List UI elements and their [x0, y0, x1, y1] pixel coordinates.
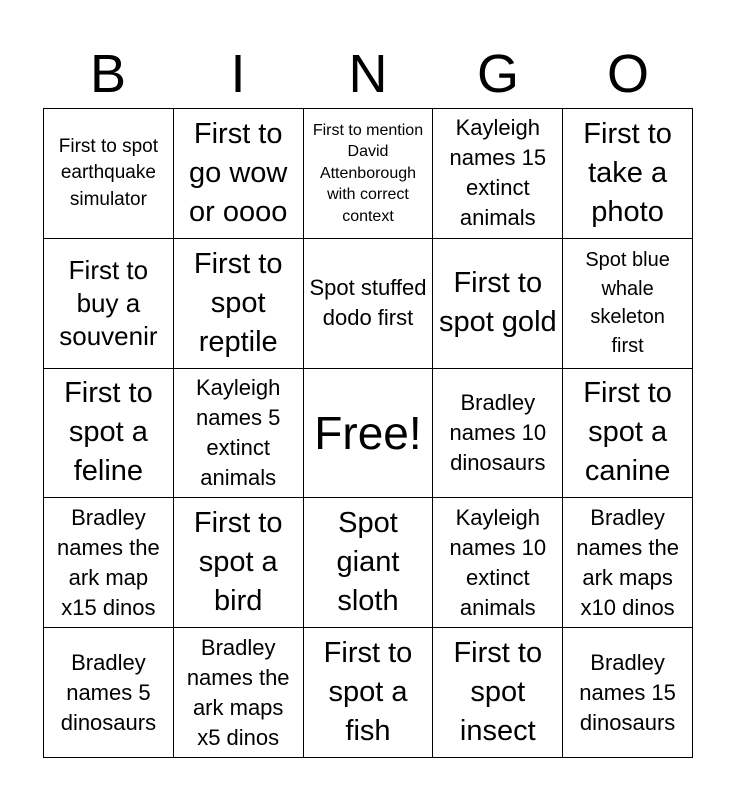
bingo-cell[interactable] [44, 628, 174, 758]
cell-text: First to take a photo [583, 117, 672, 228]
header-letter-g: G [476, 44, 519, 104]
cell-text: Bradley names 15 dinosaurs [579, 649, 676, 735]
cell-text: First to mention David Attenborough with correct context [312, 121, 424, 225]
bingo-cell[interactable] [563, 498, 693, 628]
cell-text: Bradley names the ark maps x5 dinos [186, 634, 290, 750]
cell-text: Bradley names the ark map x15 dinos [57, 504, 160, 620]
bingo-cell[interactable] [44, 369, 174, 499]
bingo-cell[interactable] [433, 109, 563, 239]
bingo-cell[interactable] [563, 239, 693, 369]
bingo-cell[interactable] [44, 498, 174, 628]
bingo-header [43, 40, 693, 108]
cell-text: First to spot a fish [323, 637, 413, 748]
bingo-cell[interactable] [174, 498, 304, 628]
header-letter-b: B [89, 44, 127, 104]
cell-text: Kayleigh names 10 extinct animals [449, 504, 547, 620]
bingo-cell[interactable] [44, 239, 174, 369]
bingo-cell[interactable] [174, 239, 304, 369]
bingo-cell[interactable] [174, 109, 304, 239]
bingo-cell[interactable] [304, 109, 434, 239]
bingo-cell[interactable] [44, 109, 174, 239]
cell-text: First to spot earthquake simulator [58, 135, 159, 210]
bingo-cell[interactable] [174, 628, 304, 758]
bingo-cell[interactable] [304, 239, 434, 369]
cell-text: First to spot reptile [193, 247, 283, 358]
cell-text: First to spot a canine [583, 377, 672, 488]
bingo-cell[interactable] [304, 498, 434, 628]
bingo-cell[interactable] [563, 109, 693, 239]
cell-text: Bradley names 10 dinosaurs [449, 389, 547, 475]
bingo-cell[interactable] [433, 239, 563, 369]
cell-text: Bradley names the ark maps x10 dinos [576, 504, 679, 620]
header-letter-o: O [606, 44, 649, 104]
cell-text: First to buy a souvenir [59, 254, 158, 351]
cell-text: Spot giant sloth [336, 507, 400, 618]
bingo-cell[interactable] [433, 369, 563, 499]
cell-text: Kayleigh names 5 extinct animals [195, 374, 281, 490]
cell-text: First to go wow or oooo [189, 117, 288, 228]
header-letter-i: I [230, 44, 246, 104]
bingo-cell[interactable] [304, 369, 434, 499]
cell-text: First to spot gold [438, 267, 557, 339]
bingo-cell[interactable] [563, 369, 693, 499]
cell-text: Kayleigh names 15 extinct animals [449, 115, 547, 231]
cell-text: First to spot a bird [193, 507, 283, 618]
cell-text: First to spot insect [453, 637, 543, 748]
bingo-grid [43, 108, 693, 758]
cell-text: Spot stuffed dodo first [309, 275, 427, 331]
header-letter-n: N [348, 44, 388, 104]
cell-text: Bradley names 5 dinosaurs [60, 649, 157, 735]
bingo-cell[interactable] [563, 628, 693, 758]
bingo-cell[interactable] [174, 369, 304, 499]
bingo-cell[interactable] [433, 498, 563, 628]
free-space-text: Free! [314, 406, 422, 459]
cell-text: Spot blue whale skeleton first [585, 249, 670, 357]
bingo-cell[interactable] [433, 628, 563, 758]
cell-text: First to spot a feline [64, 377, 153, 488]
bingo-cell[interactable] [304, 628, 434, 758]
